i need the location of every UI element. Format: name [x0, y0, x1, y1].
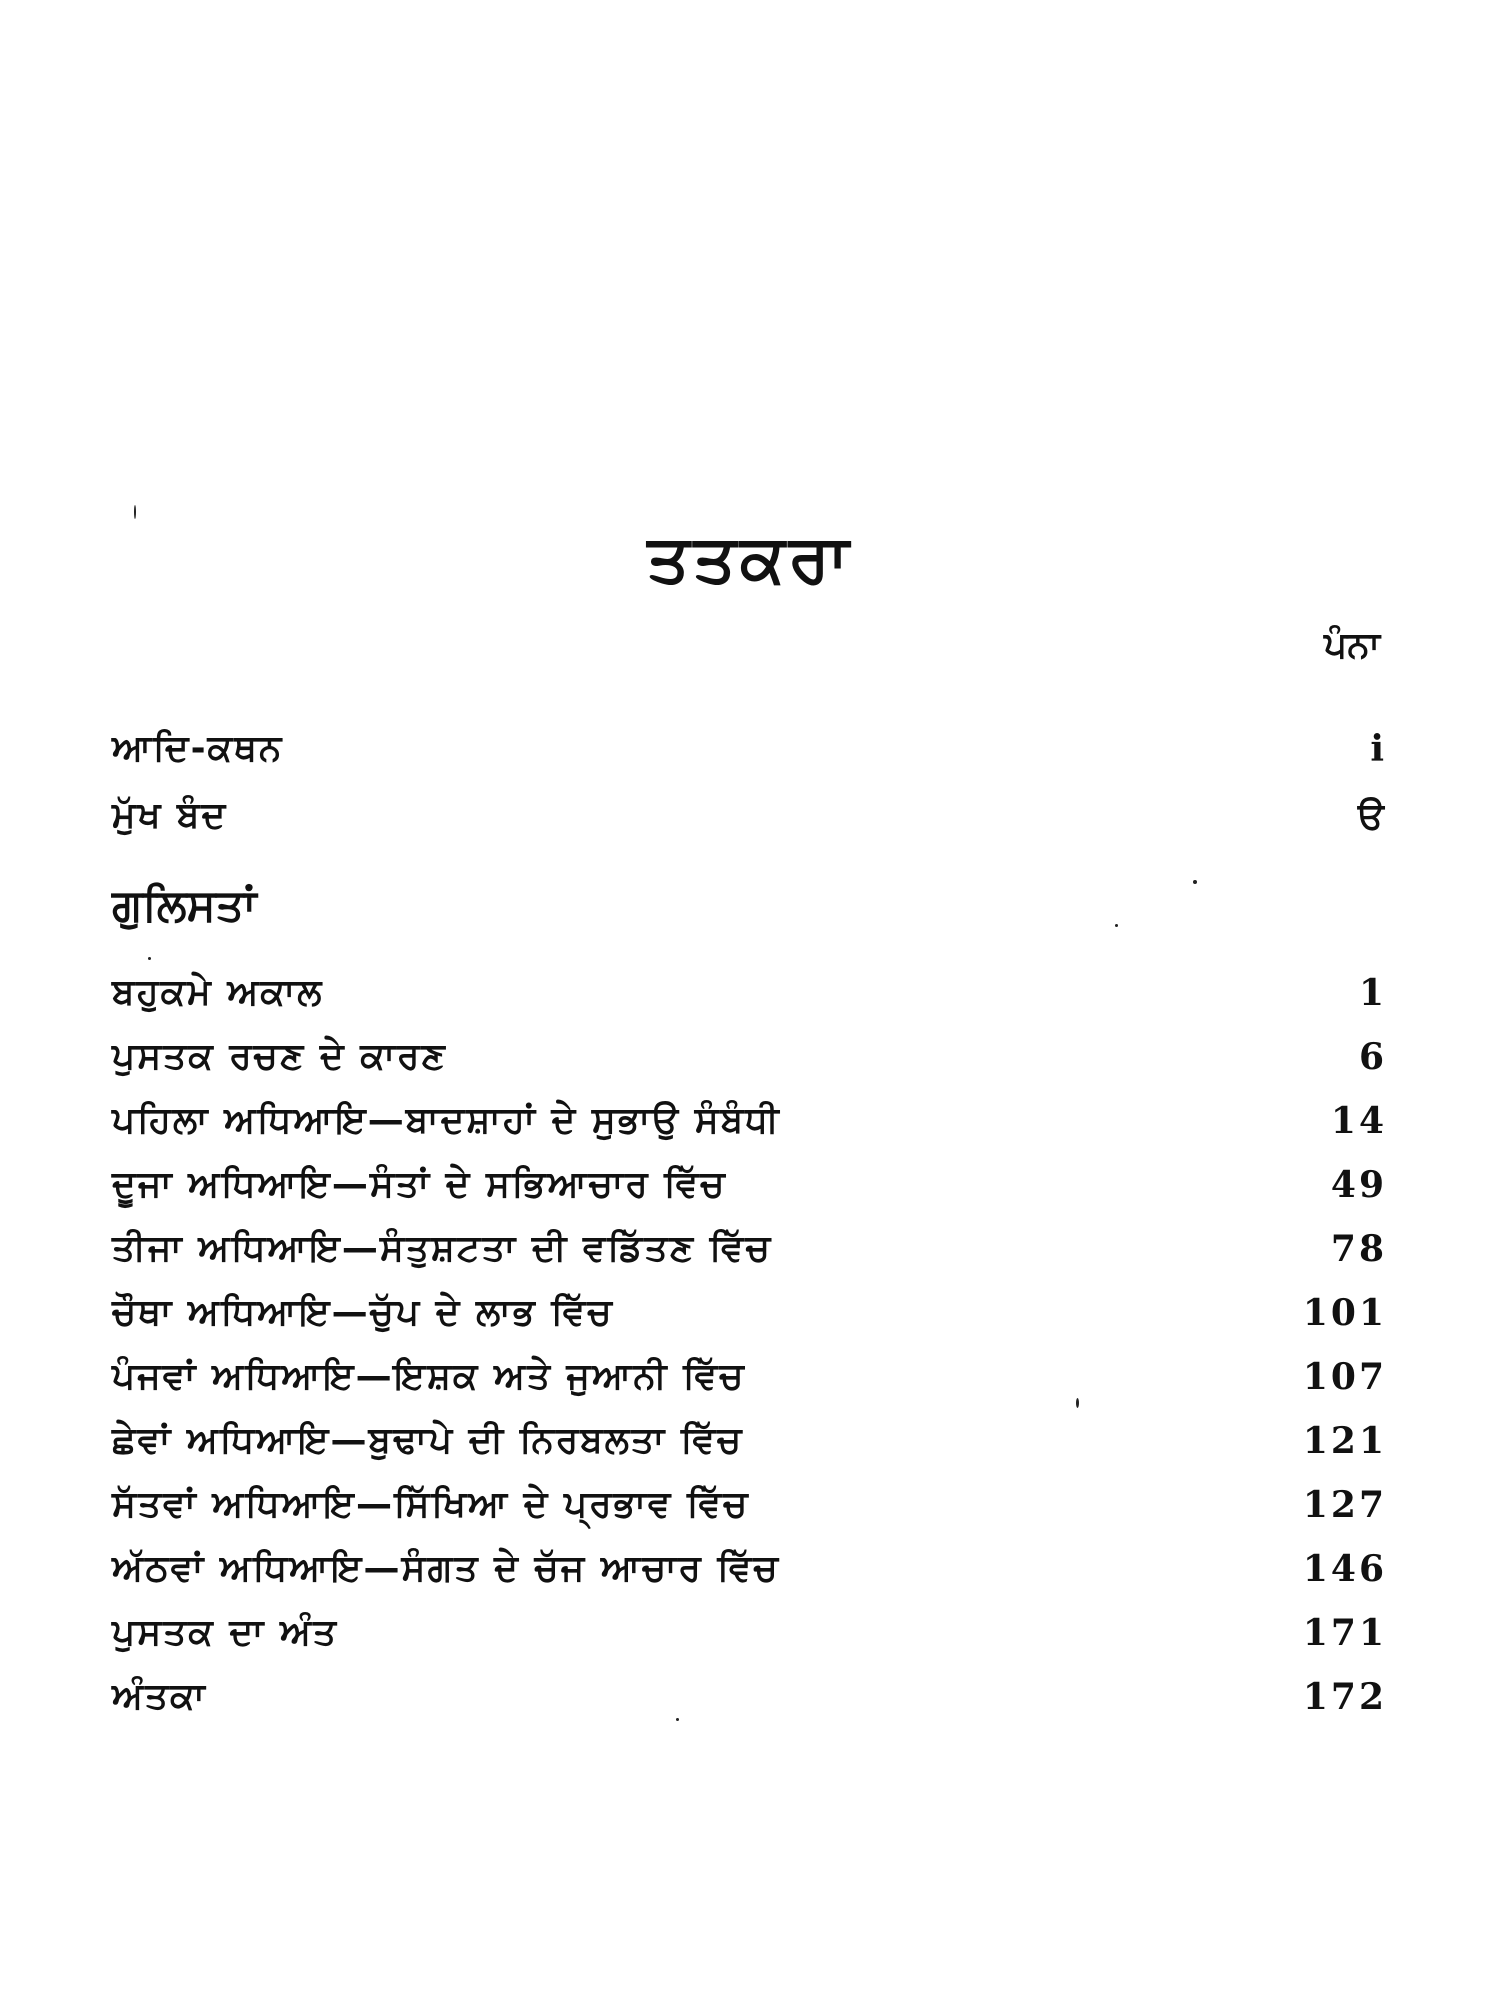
- toc-entry-label: ਛੇਵਾਂ ਅਧਿਆਇ—ਬੁਢਾਪੇ ਦੀ ਨਿਰਬਲਤਾ ਵਿੱਚ: [112, 1420, 744, 1461]
- toc-row: [112, 1548, 1387, 1598]
- toc-entry-page: 121: [1302, 1420, 1387, 1462]
- toc-entry-label: ਪੁਸਤਕ ਰਚਣ ਦੇ ਕਾਰਣ: [112, 1036, 447, 1077]
- scan-speck: [676, 1718, 679, 1721]
- scan-speck: [1115, 924, 1118, 927]
- toc-row: [112, 1036, 1387, 1086]
- toc-entry-label: ਅੰਤਕਾ: [112, 1676, 207, 1717]
- toc-row: [112, 1612, 1387, 1662]
- toc-entry-page: 14: [1330, 1100, 1387, 1142]
- toc-row: [112, 1484, 1387, 1534]
- toc-entry-page: 127: [1302, 1484, 1387, 1526]
- toc-entry-page: 49: [1330, 1164, 1387, 1206]
- toc-row: [112, 1164, 1387, 1214]
- toc-entry-label: ਤੀਜਾ ਅਧਿਆਇ—ਸੰਤੁਸ਼ਟਤਾ ਦੀ ਵਡਿੱਤਣ ਵਿੱਚ: [112, 1228, 772, 1269]
- toc-entry-page: 6: [1358, 1036, 1387, 1078]
- toc-entry-page: 107: [1302, 1356, 1387, 1398]
- toc-row-front-1: [112, 728, 1387, 778]
- toc-entry-page: i: [1370, 728, 1387, 770]
- scan-speck: [148, 957, 151, 960]
- toc-entry-page: ੳ: [1357, 795, 1387, 837]
- toc-entry-label: ਪੰਜਵਾਂ ਅਧਿਆਇ—ਇਸ਼ਕ ਅਤੇ ਜੁਆਨੀ ਵਿੱਚ: [112, 1356, 746, 1397]
- toc-entry-page: 171: [1302, 1612, 1387, 1654]
- toc-entry-label: ਮੁੱਖ ਬੰਦ: [112, 795, 228, 836]
- toc-row: [112, 972, 1387, 1022]
- toc-entry-label: ਬਹੁਕਮੇ ਅਕਾਲ: [112, 972, 324, 1013]
- scan-speck: [1193, 880, 1197, 884]
- toc-entry-page: 101: [1302, 1292, 1387, 1334]
- toc-entry-label: ਪਹਿਲਾ ਅਧਿਆਇ—ਬਾਦਸ਼ਾਹਾਂ ਦੇ ਸੁਭਾਉ ਸੰਬੰਧੀ: [112, 1100, 781, 1141]
- toc-entry-label: ਚੌਥਾ ਅਧਿਆਇ—ਚੁੱਪ ਦੇ ਲਾਭ ਵਿੱਚ: [112, 1292, 614, 1333]
- toc-entry-page: 78: [1330, 1228, 1387, 1270]
- toc-entry-label: ਆਦਿ-ਕਥਨ: [112, 728, 284, 769]
- toc-row: [112, 1356, 1387, 1406]
- toc-row: [112, 1100, 1387, 1150]
- toc-row: [112, 1292, 1387, 1342]
- toc-row: [112, 1676, 1387, 1726]
- toc-entry-label: ਅੱਠਵਾਂ ਅਧਿਆਇ—ਸੰਗਤ ਦੇ ਚੱਜ ਆਚਾਰ ਵਿੱਚ: [112, 1548, 780, 1589]
- scan-speck: [134, 505, 136, 519]
- toc-entry-label: ਪੁਸਤਕ ਦਾ ਅੰਤ: [112, 1612, 338, 1653]
- toc-row-front-2: [112, 795, 1387, 845]
- toc-entry-page: 146: [1302, 1548, 1387, 1590]
- page-column-label: ਪੰਨਾ: [1323, 625, 1380, 666]
- toc-row: [112, 1228, 1387, 1278]
- scan-speck: [1076, 1398, 1079, 1408]
- toc-entry-page: 1: [1358, 972, 1387, 1014]
- page-title: ਤਤਕਰਾ: [647, 520, 853, 597]
- toc-entry-label: ਦੂਜਾ ਅਧਿਆਇ—ਸੰਤਾਂ ਦੇ ਸਭਿਆਚਾਰ ਵਿੱਚ: [112, 1164, 727, 1205]
- toc-row: [112, 1420, 1387, 1470]
- toc-entry-label: ਸੱਤਵਾਂ ਅਧਿਆਇ—ਸਿੱਖਿਆ ਦੇ ਪ੍ਰਭਾਵ ਵਿੱਚ: [112, 1484, 750, 1525]
- toc-entry-page: 172: [1302, 1676, 1387, 1718]
- section-heading: ਗੁਲਿਸਤਾਂ: [112, 880, 257, 931]
